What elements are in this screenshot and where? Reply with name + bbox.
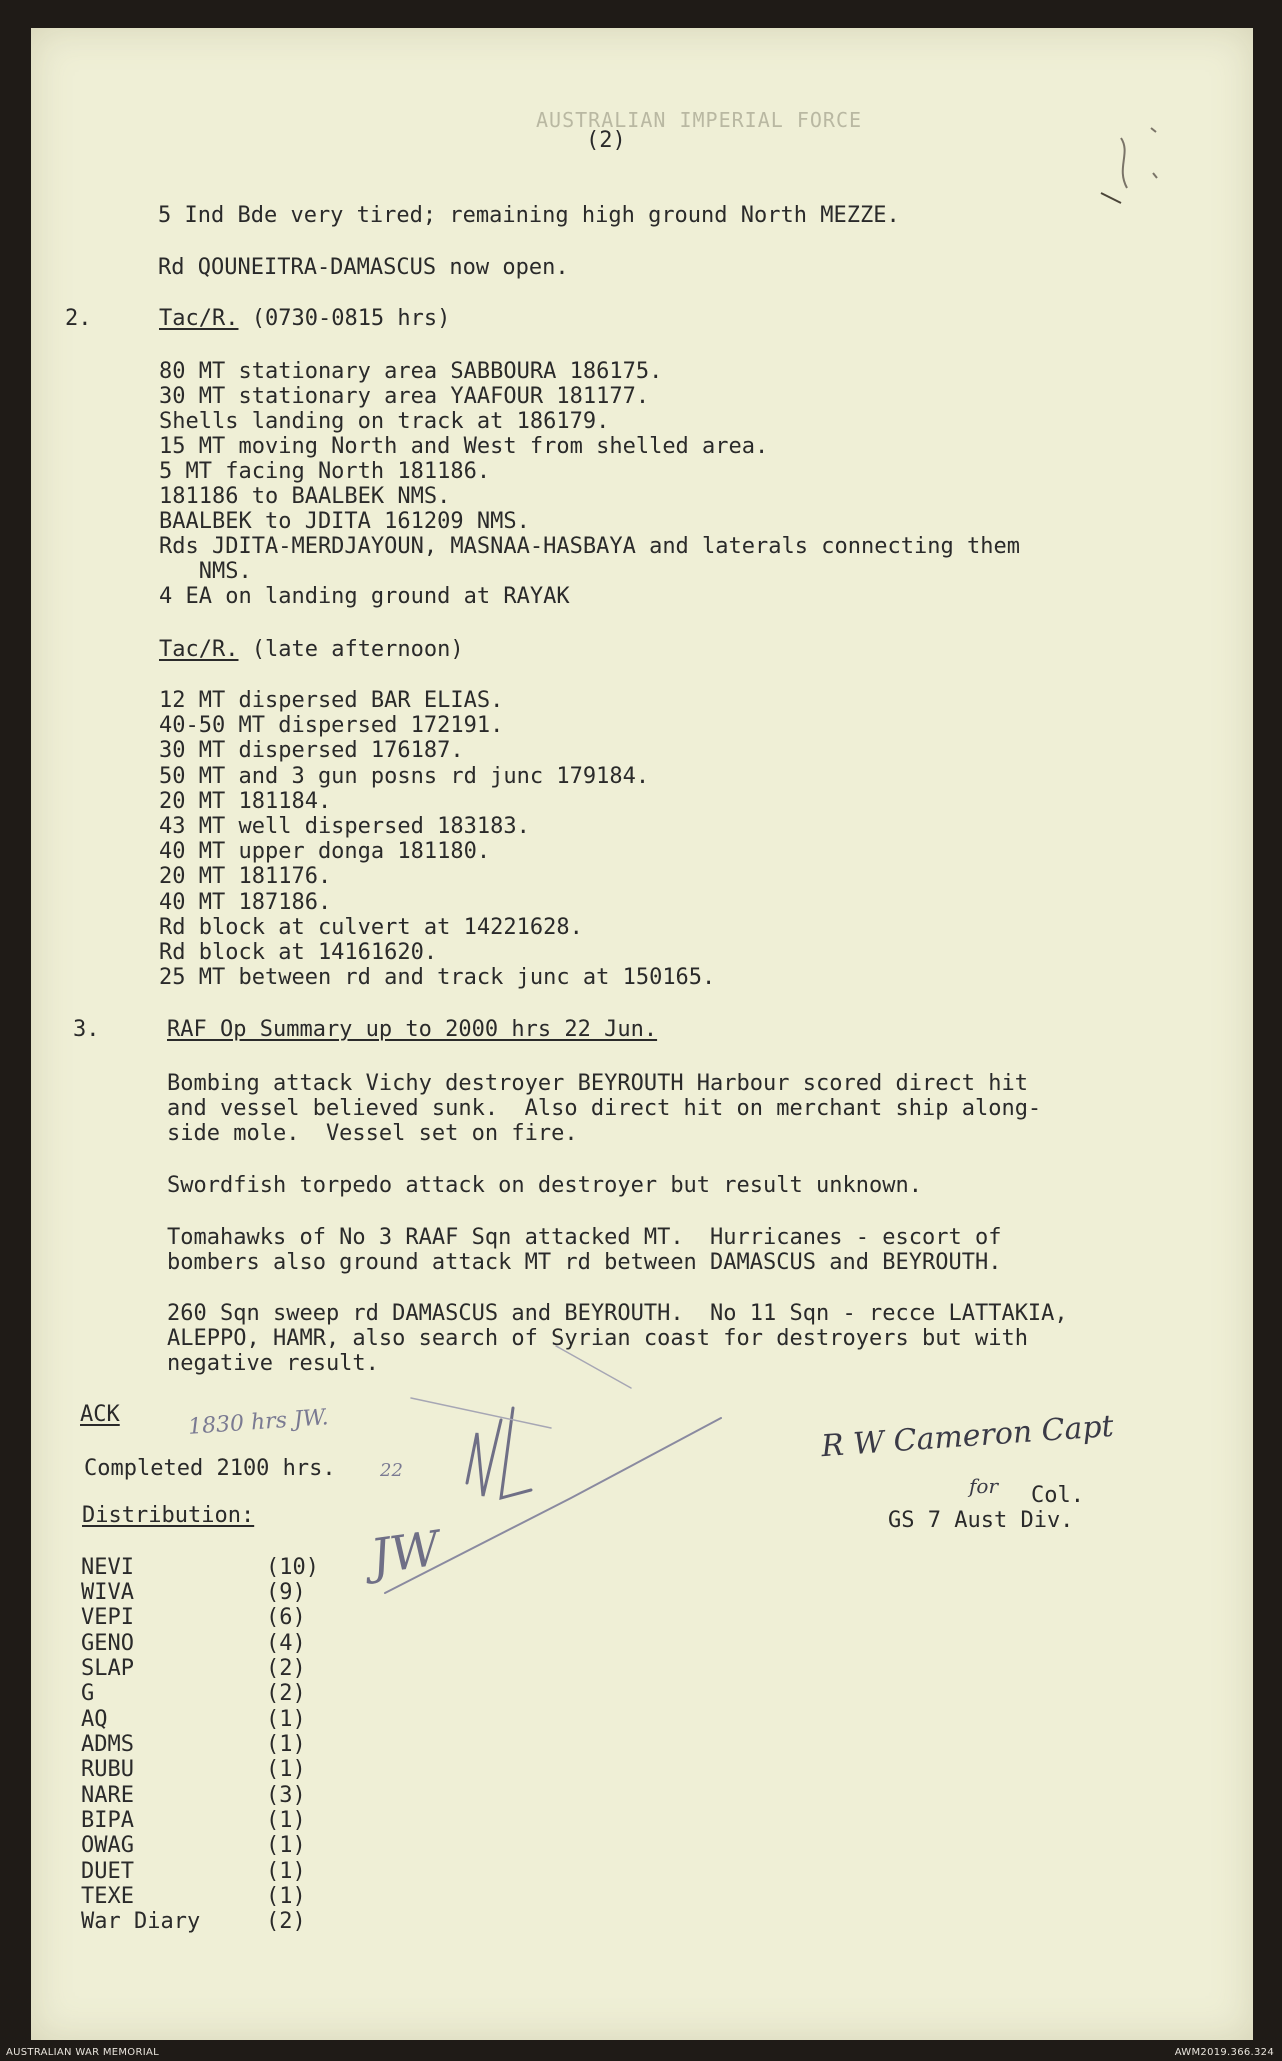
dist-copies: (3): [266, 1783, 306, 1808]
heading-underlined: Tac/R.: [159, 637, 239, 662]
text-line: Rd QOUNEITRA-DAMASCUS now open.: [158, 255, 569, 280]
paragraph-line: negative result.: [167, 1351, 379, 1376]
dist-code: RUBU: [81, 1757, 134, 1782]
list-item: 40 MT 187186.: [159, 890, 332, 915]
list-item: 25 MT between rd and track junc at 150165.: [159, 965, 716, 990]
list-item: 40 MT upper donga 181180.: [159, 839, 491, 864]
list-item: 181186 to BAALBEK NMS.: [159, 484, 451, 509]
dist-code: SLAP: [81, 1656, 134, 1681]
list-item: Rd block at 14161620.: [159, 940, 438, 965]
dist-copies: (1): [266, 1707, 306, 1732]
heading-underlined: Tac/R.: [159, 306, 239, 331]
dist-code: War Diary: [81, 1909, 201, 1934]
list-item: 4 EA on landing ground at RAYAK: [159, 584, 570, 609]
list-item: 20 MT 181176.: [159, 864, 332, 889]
list-item: 5 MT facing North 181186.: [159, 459, 491, 484]
list-item: 80 MT stationary area SABBOURA 186175.: [159, 359, 663, 384]
dist-code: VEPI: [81, 1605, 134, 1630]
paragraph-line: 260 Sqn sweep rd DAMASCUS and BEYROUTH. No 11 Sqn - recce LATTAKIA,: [167, 1301, 1068, 1326]
list-item: Rds JDITA-MERDJAYOUN, MASNAA-HASBAYA and laterals connecting them: [159, 534, 1020, 559]
for-handwritten: for: [969, 1474, 999, 1498]
dist-copies: (1): [266, 1808, 306, 1833]
list-item: NMS.: [159, 559, 252, 584]
ack-handwritten: 1830 hrs JW.: [187, 1405, 330, 1440]
heading-suffix: (late afternoon): [238, 637, 464, 662]
pencil-marks: [31, 28, 1253, 2040]
list-item: 43 MT well dispersed 183183.: [159, 814, 530, 839]
dist-code: NARE: [81, 1783, 134, 1808]
dist-copies: (2): [266, 1656, 306, 1681]
dist-code: ADMS: [81, 1732, 134, 1757]
dist-code: WIVA: [81, 1580, 134, 1605]
paragraph-line: ALEPPO, HAMR, also search of Syrian coast for destroyers but with: [167, 1326, 1028, 1351]
dist-copies: (10): [266, 1555, 319, 1580]
completed-line: Completed 2100 hrs.: [84, 1456, 336, 1481]
footer-right: AWM2019.366.324: [1174, 2047, 1274, 2058]
list-item: Rd block at culvert at 14221628.: [159, 915, 583, 940]
section-heading: RAF Op Summary up to 2000 hrs 22 Jun.: [167, 1017, 658, 1042]
dist-code: BIPA: [81, 1808, 134, 1833]
list-item: 40-50 MT dispersed 172191.: [159, 713, 504, 738]
list-item: 20 MT 181184.: [159, 789, 332, 814]
dist-copies: (2): [266, 1681, 306, 1706]
dist-copies: (1): [266, 1859, 306, 1884]
dist-copies: (6): [266, 1605, 306, 1630]
dist-code: TEXE: [81, 1884, 134, 1909]
list-item: Shells landing on track at 186179.: [159, 409, 610, 434]
heading-suffix: (0730-0815 hrs): [238, 306, 451, 331]
initials-handwritten: JW: [367, 1520, 444, 1586]
dist-code: NEVI: [81, 1555, 134, 1580]
completed-handwritten: 22: [380, 1460, 403, 1481]
section-number: 3.: [73, 1017, 100, 1042]
dist-code: GENO: [81, 1631, 134, 1656]
paragraph-line: Swordfish torpedo attack on destroyer but result unknown.: [167, 1173, 922, 1198]
dist-copies: (1): [266, 1757, 306, 1782]
dist-code: AQ: [81, 1707, 108, 1732]
dist-copies: (1): [266, 1884, 306, 1909]
faded-header: AUSTRALIAN IMPERIAL FORCE: [536, 108, 863, 132]
list-item: 15 MT moving North and West from shelled area.: [159, 434, 769, 459]
sign-division: GS 7 Aust Div.: [888, 1508, 1074, 1533]
paragraph-line: bombers also ground attack MT rd between DAMASCUS and BEYROUTH.: [167, 1250, 1002, 1275]
paragraph-line: and vessel believed sunk. Also direct hit on merchant ship along-: [167, 1096, 1042, 1121]
section-number: 2.: [65, 306, 92, 331]
footer-left: AUSTRALIAN WAR MEMORIAL: [6, 2047, 159, 2058]
dist-code: DUET: [81, 1859, 134, 1884]
list-item: 50 MT and 3 gun posns rd junc 179184.: [159, 764, 650, 789]
paragraph-line: Tomahawks of No 3 RAAF Sqn attacked MT. Hurricanes - escort of: [167, 1225, 1002, 1250]
page-number: (2): [586, 128, 626, 153]
dist-copies: (1): [266, 1732, 306, 1757]
list-item: 12 MT dispersed BAR ELIAS.: [159, 688, 504, 713]
dist-copies: (1): [266, 1833, 306, 1858]
dist-copies: (4): [266, 1631, 306, 1656]
list-item: 30 MT stationary area YAAFOUR 181177.: [159, 384, 650, 409]
paragraph-line: side mole. Vessel set on fire.: [167, 1121, 578, 1146]
list-item: 30 MT dispersed 176187.: [159, 738, 464, 763]
text-line: 5 Ind Bde very tired; remaining high ground North MEZZE.: [158, 203, 900, 228]
document-page: [31, 28, 1253, 2040]
dist-copies: (2): [266, 1909, 306, 1934]
distribution-label: Distribution:: [82, 1503, 255, 1528]
ack-label: ACK: [80, 1402, 120, 1427]
paragraph-line: Bombing attack Vichy destroyer BEYROUTH Harbour scored direct hit: [167, 1071, 1028, 1096]
signature-handwritten: R W Cameron Capt: [820, 1408, 1115, 1465]
dist-code: G: [81, 1681, 95, 1706]
dist-copies: (9): [266, 1580, 306, 1605]
list-item: BAALBEK to JDITA 161209 NMS.: [159, 509, 530, 534]
dist-code: OWAG: [81, 1833, 134, 1858]
sign-col: Col.: [1031, 1483, 1084, 1508]
